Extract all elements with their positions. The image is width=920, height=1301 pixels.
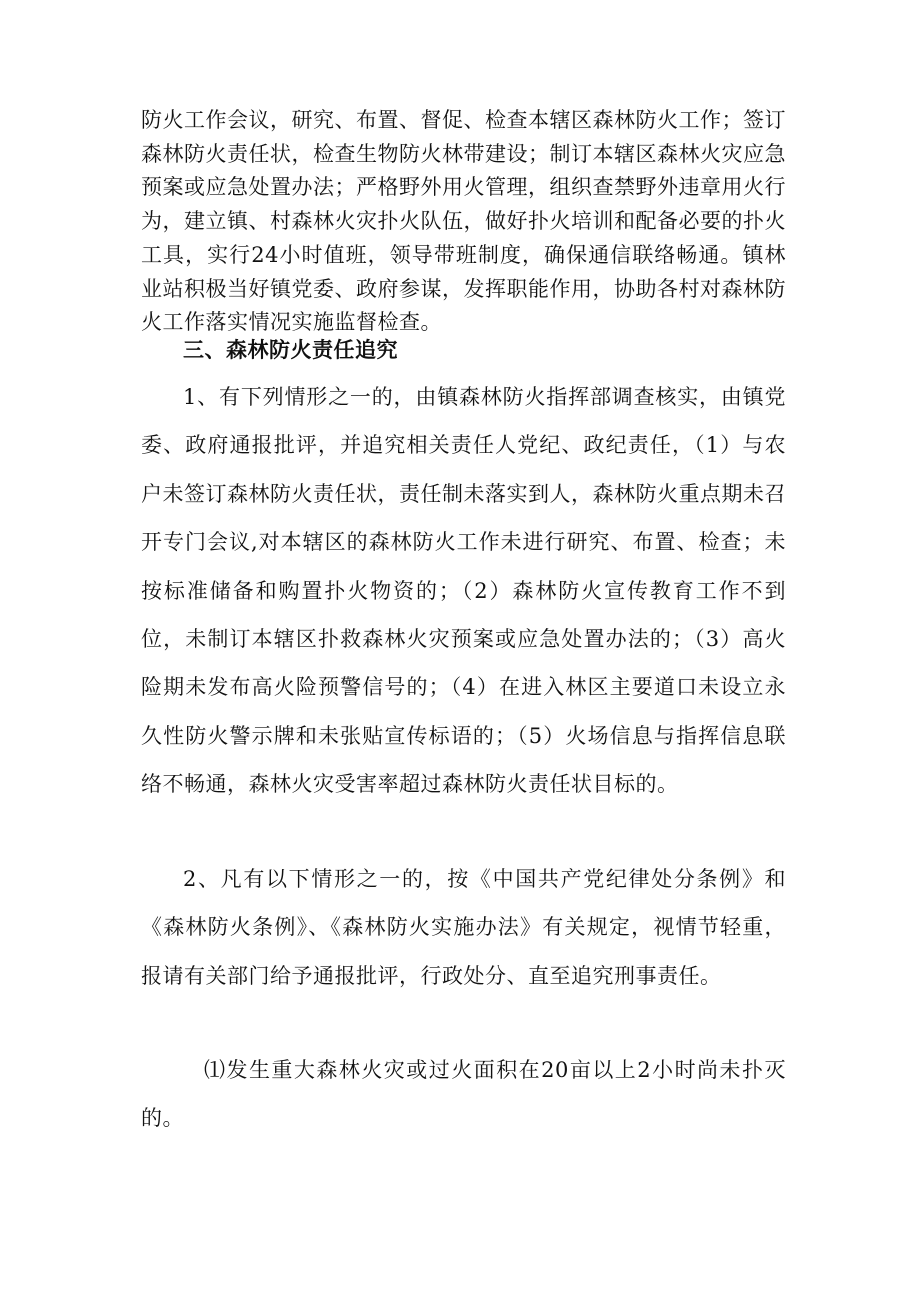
paragraph-item-1: ⑴发生重大森林火灾或过火面积在20亩以上2小时尚未扑灭的。 [141, 1058, 786, 1131]
intro-paragraph: 防火工作会议，研究、布置、督促、检查本辖区森林防火工作；签订森林防火责任状，检查生物防火林带建设；制订本辖区森林火灾应急预案或应急处置办法；严格野外用火管理，组织查禁野外违章用火行为，建立镇、村森林火灾扑火队伍，做好扑火培训和配备必要的扑火工具，实行24小时值班，领导带班制度，确保通信联络畅通。镇林业站积极当好镇党委、政府参谋，发挥职能作用，协助各村对森林防火工作落实情况实施监督检查。 [141, 108, 786, 335]
paragraph-responsibility-2: 2、凡有以下情形之一的，按《中国共产党纪律处分条例》和《森林防火条例》、《森林防火实施办法》有关规定，视情节轻重，报请有关部门给予通报批评，行政处分、直至追究刑事责任。 [141, 867, 786, 988]
paragraph-responsibility-1: 1、有下列情形之一的，由镇森林防火指挥部调查核实，由镇党委、政府通报批评，并追究相关责任人党纪、政纪责任，（1）与农户未签订森林防火责任状，责任制未落实到人，森林防火重点期未召开专门会议,对本辖区的森林防火工作未进行研究、布置、检查；未按标准储备和购置扑火物资的；（2）森林防火宣传教育工作不到位，未制订本辖区扑救森林火灾预案或应急处置办法的；（3）高火险期未发布高火险预警信号的；（4）在进入林区主要道口未设立永久性防火警示牌和未张贴宣传标语的；（5）火场信息与指挥信息联络不畅通，森林火灾受害率超过森林防火责任状目标的。 [141, 385, 786, 797]
section-heading: 三、森林防火责任追究 [183, 338, 398, 362]
